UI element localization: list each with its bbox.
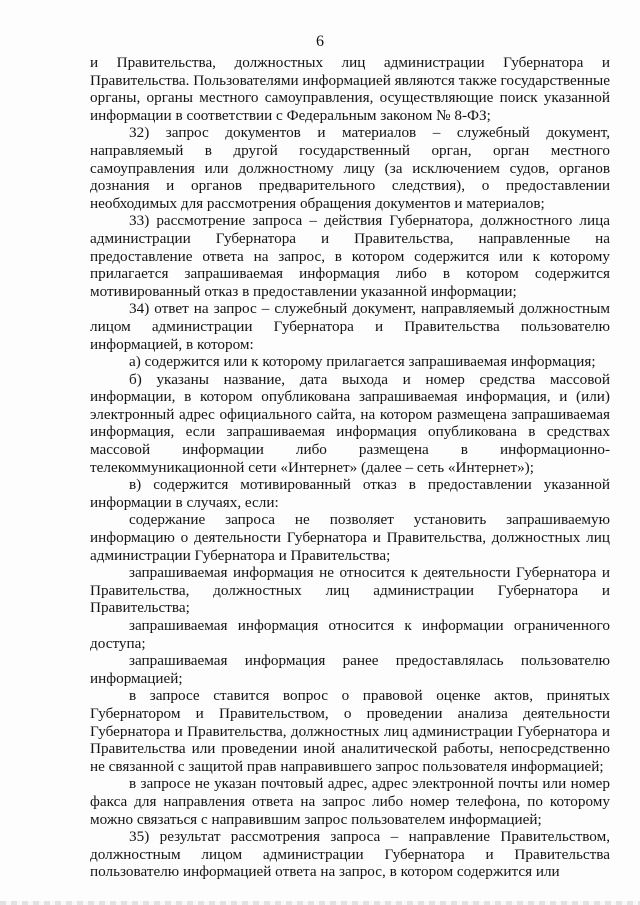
paragraph-case-legal-assessment: в запросе ставится вопрос о правовой оценке актов, принятых Губернатором и Правительством, о проведении анализа деятельности Губернатора и Правительства, должностных лиц администрации Губернатора и Правительства или проведении иной аналитической работы, непосредственно не связанной с защитой прав направившего запрос пользователя информацией;: [90, 687, 610, 775]
paragraph-item-34: 34) ответ на запрос – служебный документ, направляемый должностным лицом администрации Губернатора и Правительства пользователю информацией, в котором:: [90, 300, 610, 353]
paragraph-subitem-v: в) содержится мотивированный отказ в предоставлении указанной информации в случаях, если:: [90, 476, 610, 511]
paragraph-continuation: и Правительства, должностных лиц администрации Губернатора и Правительства. Пользователями информацией являются также государственные органы, органы местного самоуправления, осуществляющие поиск указанной информации в соответствии с Федеральным законом № 8-ФЗ;: [90, 54, 610, 124]
paragraph-case-not-related: запрашиваемая информация не относится к деятельности Губернатора и Правительства, должностных лиц администрации Губернатора и Правительства;: [90, 564, 610, 617]
paragraph-case-previously-provided: запрашиваемая информация ранее предоставлялась пользователю информацией;: [90, 652, 610, 687]
paragraph-item-33: 33) рассмотрение запроса – действия Губернатора, должностного лица администрации Губернатора и Правительства, направленные на предоставление ответа на запрос, в котором содержится или к которому прилагается запрашиваемая информация либо в котором содержится мотивированный отказ в предоставлении указанной информации;: [90, 212, 610, 300]
paragraph-subitem-a: а) содержится или к которому прилагается запрашиваемая информация;: [129, 353, 596, 371]
paragraph-case-content: содержание запроса не позволяет установить запрашиваемую информацию о деятельности Губернатора и Правительства, должностных лиц администрации Губернатора и Правительства;: [90, 511, 610, 564]
paragraph-case-restricted: запрашиваемая информация относится к информации ограниченного доступа;: [90, 617, 610, 652]
paragraph-case-no-address: в запросе не указан почтовый адрес, адрес электронной почты или номер факса для направления ответа на запрос либо номер телефона, по которому можно связаться с направившим запрос пользователем информацией;: [90, 775, 610, 828]
paragraph-item-35: 35) результат рассмотрения запроса – направление Правительством, должностным лицом администрации Губернатора и Правительства пользователю информацией ответа на запрос, в котором содержится или: [90, 828, 610, 881]
document-body: [90, 54, 610, 881]
paragraph-item-32: 32) запрос документов и материалов – служебный документ, направляемый в другой государственный орган, орган местного самоуправления или должностному лицу (за исключением судов, органов дознания и органов предварительного следствия), о предоставлении необходимых для рассмотрения обращения документов и материалов;: [90, 124, 610, 212]
paragraph-subitem-b: б) указаны название, дата выхода и номер средства массовой информации, в котором опубликована запрашиваемая информация, и (или) электронный адрес официального сайта, на котором размещена запрашиваемая информация, если запрашиваемая информация опубликована в средствах массовой информации либо размещена в информационно-телекоммуникационной сети «Интернет» (далее – сеть «Интернет»);: [90, 370, 610, 476]
page-number: 6: [316, 33, 324, 50]
scan-edge-artifact: [0, 901, 640, 905]
